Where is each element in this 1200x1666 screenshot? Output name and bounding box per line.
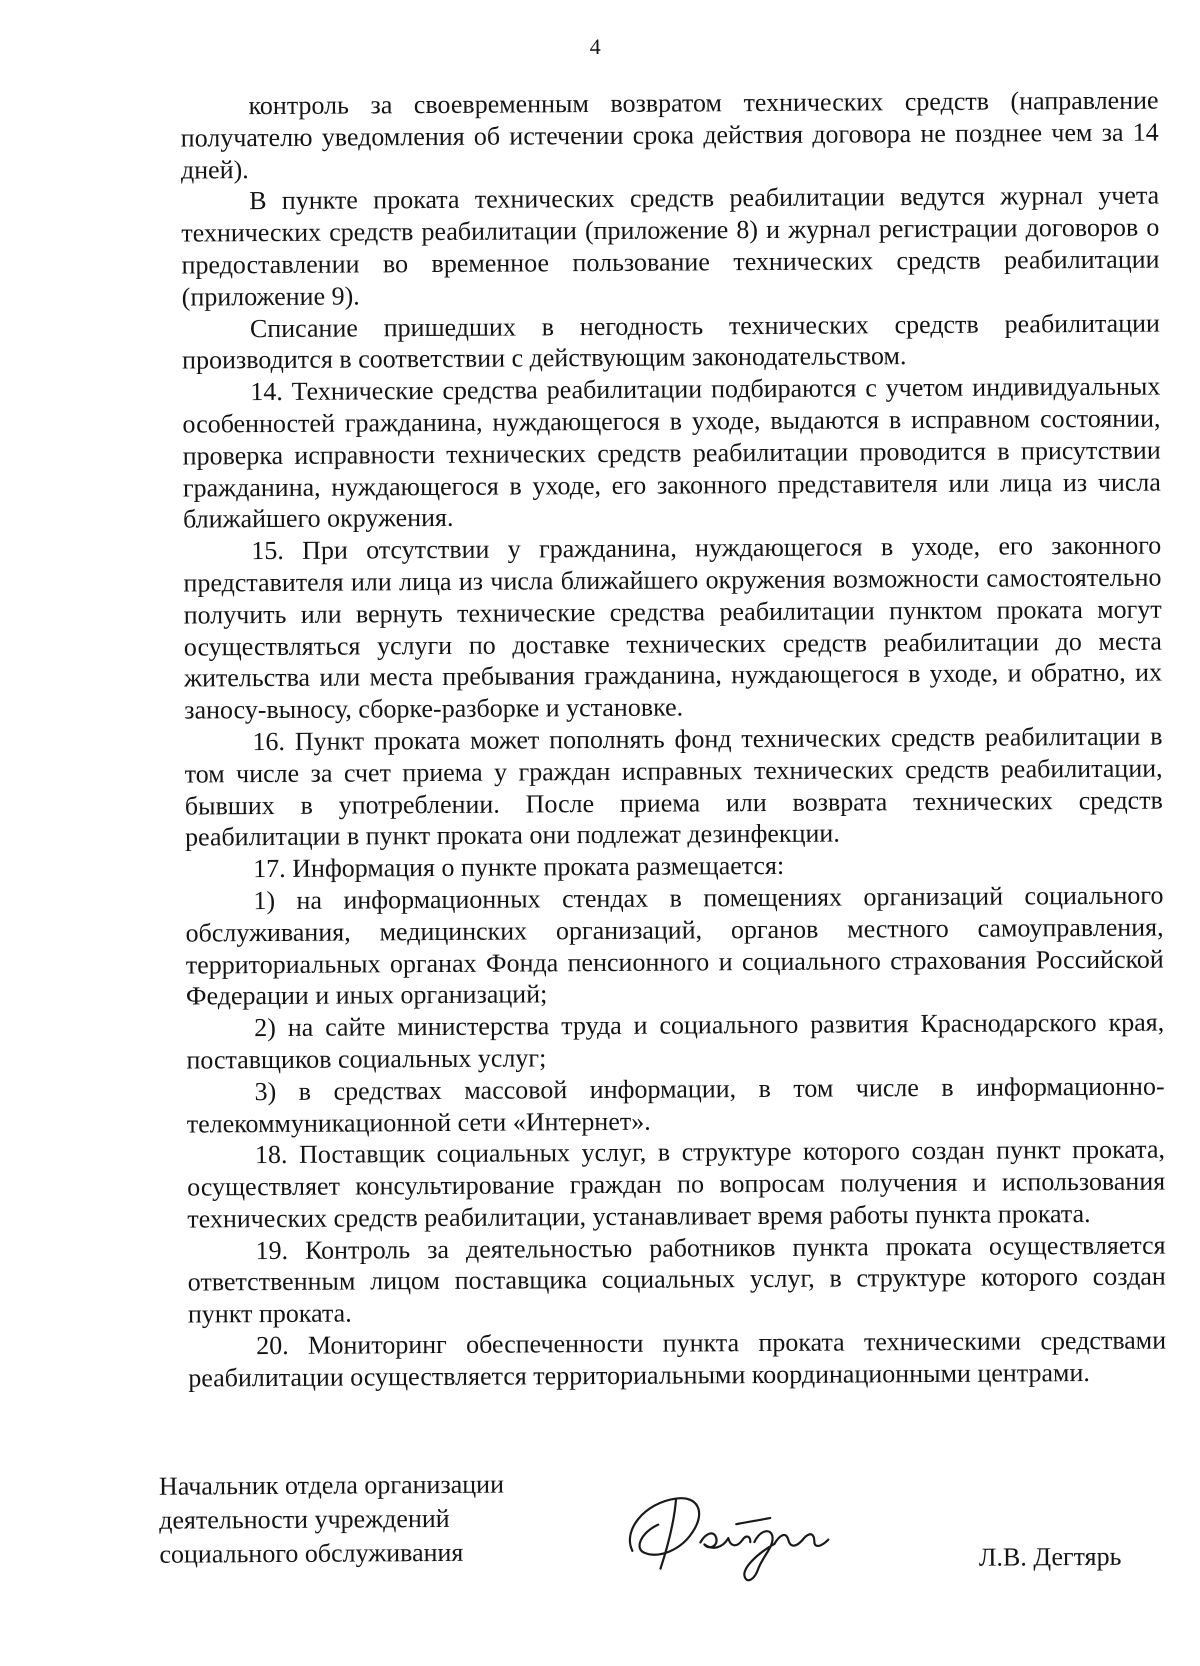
document-body [180,85,1166,1395]
paragraph-return-control: контроль за своевременным возвратом технических средств (направление получателю уведомления об истечении срока действия договора не позднее чем за 14 дней). [180,85,1159,185]
paragraph-14: 14. Технические средства реабилитации подбираются с учетом индивидуальных особенностей гражданина, нуждающегося в уходе, выдаются в исправном состоянии, проверка исправности технических средств реабилитации проводится в присутствии гражданина, нуждающегося в уходе, его законного представителя или лица из числа ближайшего окружения. [182,371,1161,534]
signature-block [159,1464,1140,1630]
paragraph-20: 20. Мониторинг обеспеченности пункта проката техническими средствами реабилитации осуществляется территориальными координационными центрами. [188,1325,1167,1393]
paragraph-19: 19. Контроль за деятельностью работников пункта проката осуществляется ответственным лицом поставщика социальных услуг, в структуре которого создан пункт проката. [187,1230,1166,1329]
list-item-1: 1) на информационных стендах в помещениях организаций социального обслуживания, медицинских организаций, органов местного самоуправления, территориальных органах Фонда пенсионного и социального страхования Российской Федерации и иных организаций; [185,880,1164,1011]
signatory-name: Л.В. Дегтярь [978,1541,1122,1572]
list-item-3: 3) в средствах массовой информации, в том числе в информационно-телекоммуникационной сети «Интернет». [186,1071,1165,1139]
paragraph-15: 15. При отсутствии у гражданина, нуждающегося в уходе, его законного представителя или лица из числа ближайшего окружения возможности самостоятельно получить или вернуть технические средства реабилитации пунктом проката могут осуществляться услуги по доставке технических средств реабилитации до места жительства или места пребывания гражданина, нуждающегося в уходе, и обратно, их заносу-выносу, сборке-разборке и установке. [183,530,1163,725]
position-line: деятельности учреждений [159,1503,450,1535]
paragraph-16: 16. Пункт проката может пополнять фонд технических средств реабилитации в том числе за счет приема у граждан исправных технических средств реабилитации, бывших в употреблении. После приема или возврата технических средств реабилитации в пункт проката они подлежат дезинфекции. [184,721,1163,852]
handwritten-signature [614,1472,845,1593]
position-line: социального обслуживания [159,1537,464,1569]
page-number: 4 [589,33,601,60]
position-line: Начальник отдела организации [158,1469,505,1501]
signatory-position [159,1467,580,1572]
paragraph-18: 18. Поставщик социальных услуг, в структуре которого создан пункт проката, осуществляет консультирование граждан по вопросам получения и использования технических средств реабилитации, устанавливает время работы пункта проката. [187,1134,1166,1234]
paragraph-17: 17. Информация о пункте проката размещается: [253,851,785,884]
paragraph-journals: В пункте проката технических средств реабилитации ведутся журнал учета технических средств реабилитации (приложение 8) и журнал регистрации договоров о предоставлении во временное пользование технических средств реабилитации (приложение 9). [181,180,1160,312]
list-item-2: 2) на сайте министерства труда и социального развития Краснодарского края, поставщиков социальных услуг; [186,1007,1165,1075]
paragraph-write-off: Списание пришедших в негодность технических средств реабилитации производится в соответствии с действующим законодательством. [182,308,1160,375]
